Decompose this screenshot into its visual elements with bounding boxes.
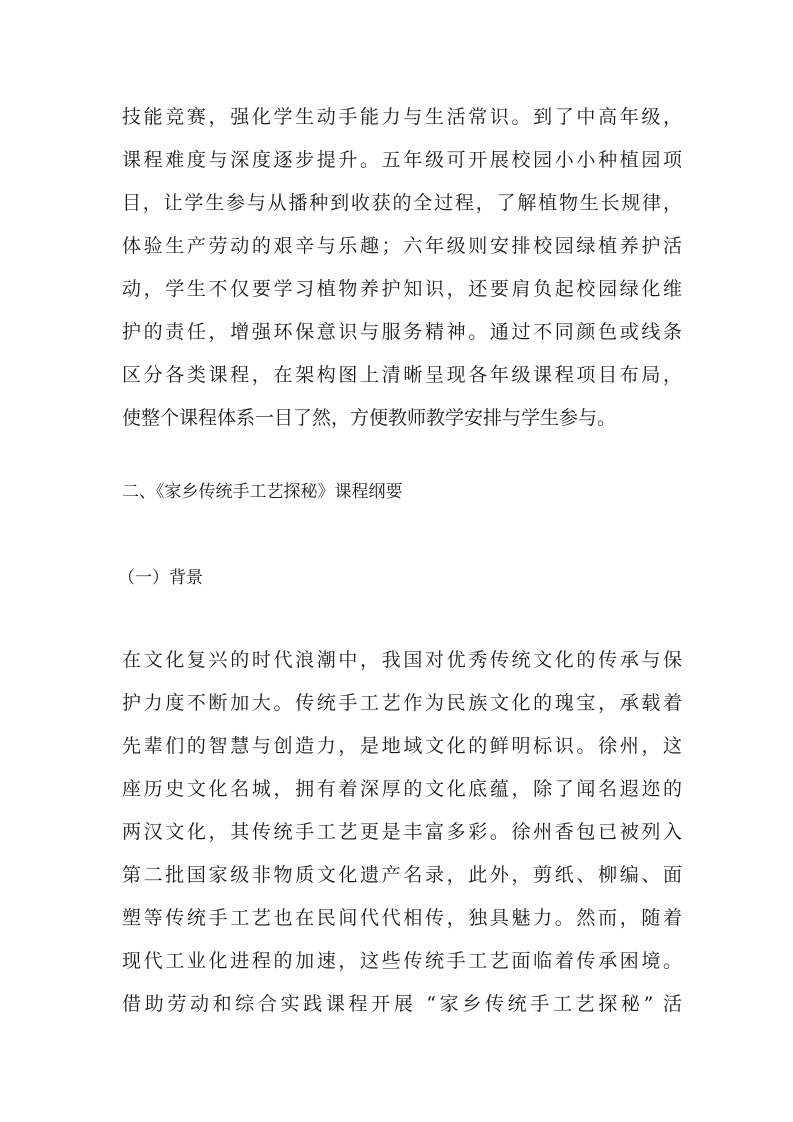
paragraph2-line: 在文化复兴的时代浪潮中，我国对优秀传统文化的传承与保	[122, 649, 682, 671]
paragraph1-line: 护的责任，增强环保意识与服务精神。通过不同颜色或线条	[122, 321, 682, 343]
paragraph1-line: 目，让学生参与从播种到收获的全过程，了解植物生长规律，	[122, 192, 682, 214]
paragraph1-line: 体验生产劳动的艰辛与乐趣；六年级则安排校园绿植养护活	[122, 235, 682, 257]
paragraph1-line: 动，学生不仅要学习植物养护知识，还要肩负起校园绿化维	[122, 278, 682, 300]
subsection-heading: （一）背景	[118, 568, 203, 588]
paragraph1-line: 课程难度与深度逐步提升。五年级可开展校园小小种植园项	[122, 149, 682, 171]
paragraph2-line: 护力度不断加大。传统手工艺作为民族文化的瑰宝，承载着	[122, 692, 682, 714]
paragraph2-line: 先辈们的智慧与创造力，是地域文化的鲜明标识。徐州，这	[122, 735, 682, 757]
paragraph2-line: 第二批国家级非物质文化遗产名录，此外，剪纸、柳编、面	[122, 864, 682, 886]
paragraph1-line: 技能竞赛，强化学生动手能力与生活常识。到了中高年级，	[122, 106, 682, 128]
section-heading: 二、《家乡传统手工艺探秘》课程纲要	[122, 482, 403, 502]
paragraph2-line: 塑等传统手工艺也在民间代代相传，独具魅力。然而，随着	[122, 907, 682, 929]
paragraph1-line: 区分各类课程，在架构图上清晰呈现各年级课程项目布局，	[122, 364, 682, 386]
paragraph2-line: 现代工业化进程的加速，这些传统手工艺面临着传承困境。	[122, 950, 682, 972]
paragraph2-line: 借助劳动和综合实践课程开展 “家乡传统手工艺探秘” 活	[122, 993, 682, 1015]
paragraph2-line: 座历史文化名城，拥有着深厚的文化底蕴，除了闻名遐迩的	[122, 778, 682, 800]
paragraph2-line: 两汉文化，其传统手工艺更是丰富多彩。徐州香包已被列入	[122, 821, 682, 843]
paragraph1-line: 使整个课程体系一目了然，方便教师教学安排与学生参与。	[122, 407, 617, 429]
